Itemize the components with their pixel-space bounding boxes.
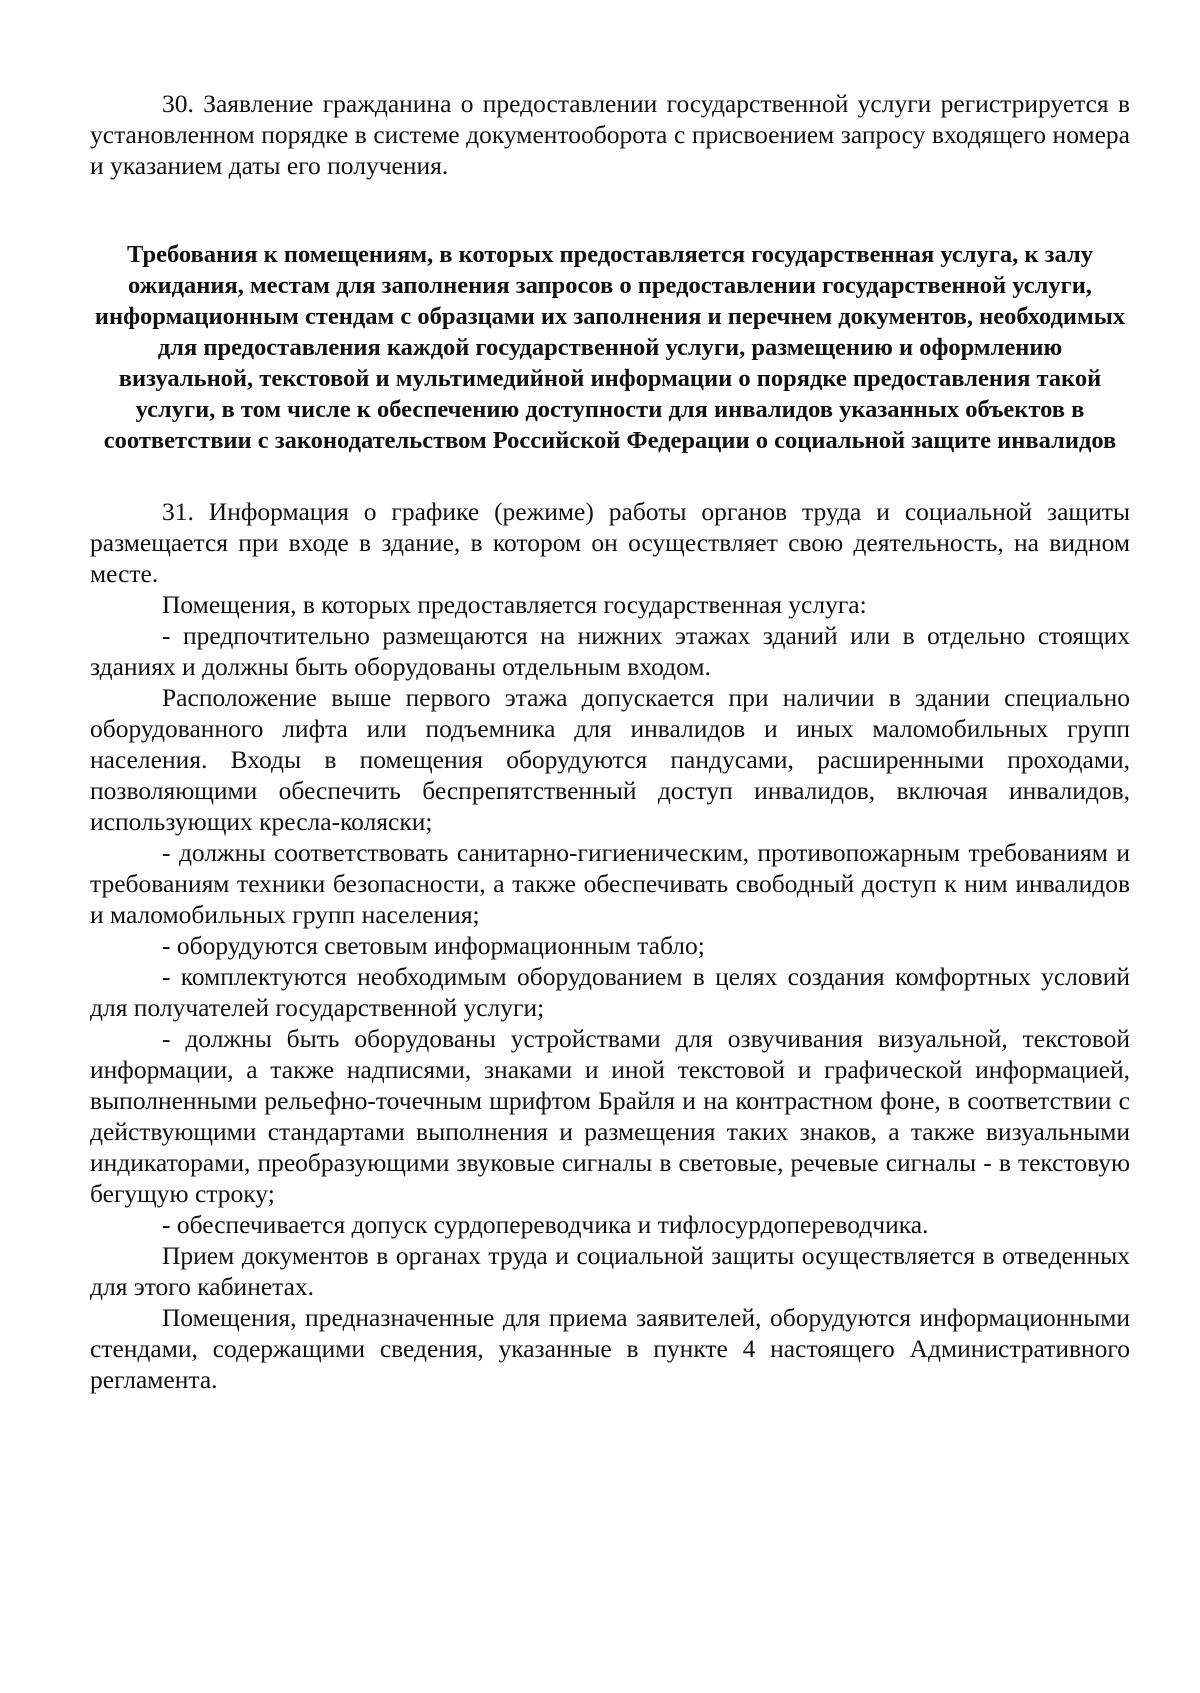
paragraph-reception: Прием документов в органах труда и социальной защиты осуществляется в отведенных для этого кабинетах. <box>90 1241 1130 1301</box>
paragraph-info-stands: Помещения, предназначенные для приема заявителей, оборудуются информационными стендами, содержащими сведения, указанные в пункте 4 настоящего Административного регламента. <box>90 1303 1130 1394</box>
list-item-ground-floor: - предпочтительно размещаются на нижних этажах зданий или в отдельно стоящих зданиях и должны быть оборудованы отдельным входом. <box>90 621 1130 681</box>
section-heading: Требования к помещениям, в которых предоставляется государственная услуга, к залу ожидания, местам для заполнения запросов о предоставлении государственной услуги, информационным стендам с образцами их заполнения и перечнем документов, необходимых для предоставления каждой государственной услуги, размещению и оформлению визуальной, текстовой и мультимедийной информации о порядке предоставления такой услуги, в том числе к обеспечению доступности для инвалидов указанных объектов в соответствии с законодательством Российской Федерации о социальной защите инвалидов <box>94 241 1126 454</box>
premises-intro: Помещения, в которых предоставляется государственная услуга: <box>162 590 867 619</box>
list-item-interpreter: - обеспечивается допуск сурдопереводчика и тифлосурдопереводчика. <box>162 1210 929 1239</box>
list-item-equipment: - комплектуются необходимым оборудованием в целях создания комфортных условий для получателей государственной услуги; <box>90 962 1130 1022</box>
list-item-sanitary: - должны соответствовать санитарно-гигиеническим, противопожарным требованиям и требованиям техники безопасности, а также обеспечивать свободный доступ к ним инвалидов и маломобильных групп населения; <box>90 838 1130 929</box>
list-item-accessibility-devices: - должны быть оборудованы устройствами для озвучивания визуальной, текстовой информации, а также надписями, знаками и иной текстовой и графической информацией, выполненными рельефно-точечным шрифтом Брайля и на контрастном фоне, в соответствии с действующими стандартами выполнения и размещения таких знаков, а также визуальными индикаторами, преобразующими звуковые сигналы в световые, речевые сигналы - в текстовую бегущую строку; <box>90 1024 1130 1208</box>
document-page <box>90 88 1130 1395</box>
paragraph-location: Расположение выше первого этажа допускается при наличии в здании специально оборудованного лифта или подъемника для инвалидов и иных маломобильных групп населения. Входы в помещения оборудуются пандусами, расширенными проходами, позволяющими обеспечить беспрепятственный доступ инвалидов, включая инвалидов, использующих кресла-коляски; <box>90 683 1130 836</box>
paragraph-30: 30. Заявление гражданина о предоставлении государственной услуги регистрируется в установленном порядке в системе документооборота с присвоением запросу входящего номера и указанием даты его получения. <box>90 89 1130 180</box>
paragraph-31: 31. Информация о графике (режиме) работы органов труда и социальной защиты размещается при входе в здание, в котором он осуществляет свою деятельность, на видном месте. <box>90 497 1130 588</box>
list-item-light-board: - оборудуются световым информационным табло; <box>162 931 705 960</box>
